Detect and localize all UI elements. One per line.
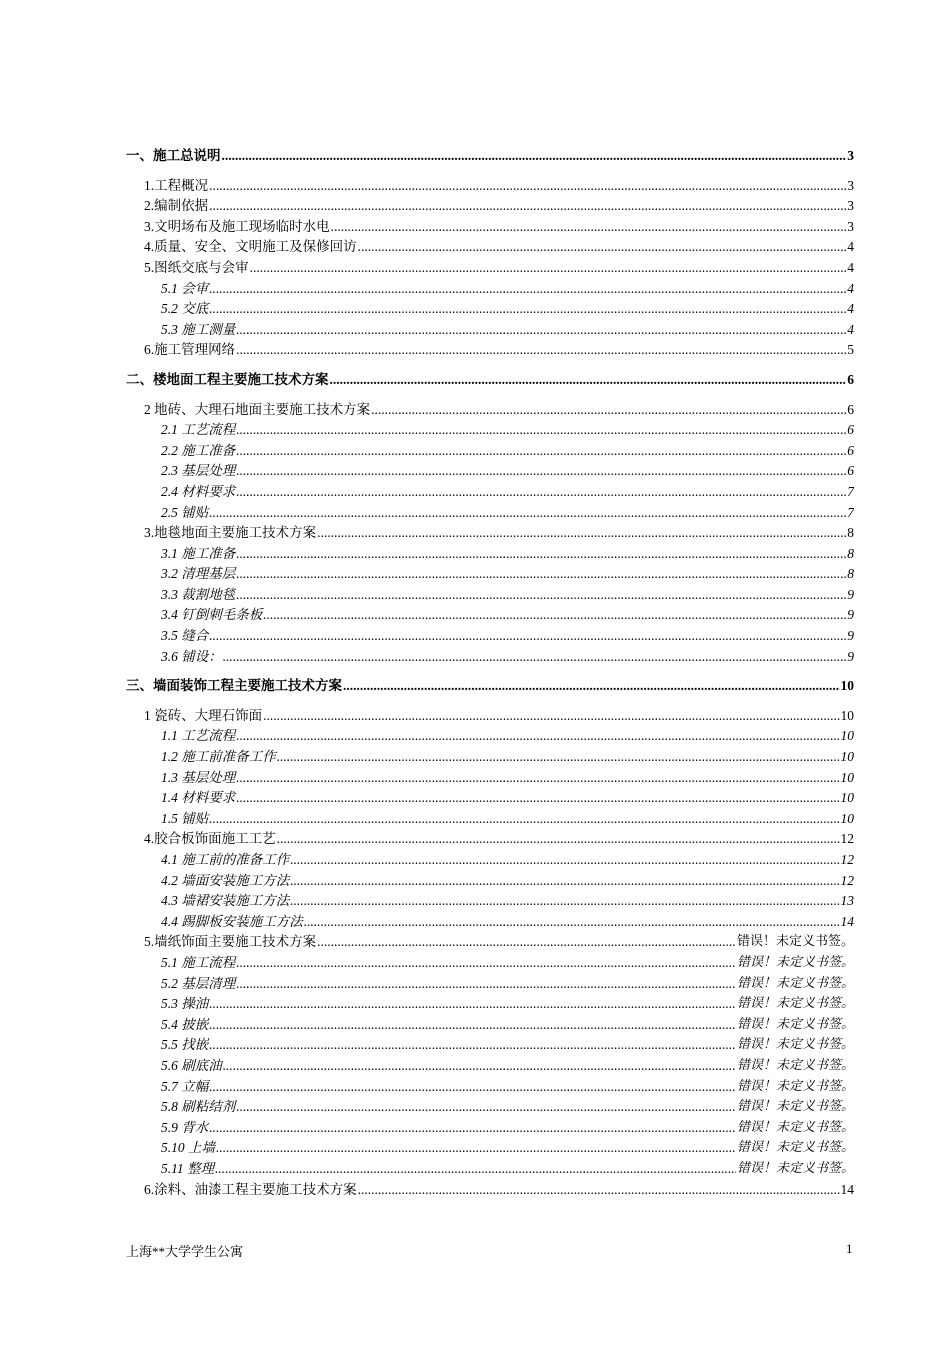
toc-entry-page: 14: [840, 913, 854, 929]
toc-leader-dots: [236, 974, 736, 995]
toc-leader-dots: [290, 850, 839, 871]
toc-entry[interactable]: [126, 626, 854, 647]
toc-entry[interactable]: [126, 974, 854, 995]
toc-leader-dots: [236, 461, 846, 482]
toc-entry[interactable]: [126, 1056, 854, 1077]
toc-entry-label: 5.3 施工测量: [161, 321, 236, 337]
toc-entry-label: 3.2 清理基层: [161, 566, 236, 582]
toc-leader-dots: [236, 320, 846, 341]
toc-entry[interactable]: [126, 912, 854, 933]
toc-entry-label: 3.6 铺设：: [161, 648, 222, 664]
toc-entry-label: 1.5 铺贴: [161, 810, 209, 826]
toc-entry[interactable]: [126, 1097, 854, 1118]
toc-leader-dots: [263, 706, 839, 727]
toc-entry-label: 2.编制依据: [144, 198, 209, 214]
toc-entry-page: 6: [847, 401, 854, 417]
toc-entry[interactable]: [126, 585, 854, 606]
toc-entry[interactable]: [126, 829, 854, 850]
toc-leader-dots: [209, 1035, 736, 1056]
toc-entry[interactable]: [126, 891, 854, 912]
toc-entry-label: 5.1 施工流程: [161, 954, 236, 970]
toc-entry-label: 2.5 铺贴: [161, 504, 209, 520]
toc-leader-dots: [331, 217, 847, 238]
toc-entry-label: 4.胶合板饰面施工工艺: [144, 831, 276, 847]
toc-entry-page: 9: [847, 607, 854, 623]
toc-leader-dots: [236, 441, 846, 462]
toc-leader-dots: [209, 196, 846, 217]
toc-leader-dots: [371, 400, 846, 421]
toc-entry-page: 7: [847, 483, 854, 499]
toc-entry-label: 1.3 基层处理: [161, 769, 236, 785]
toc-entry-label: 1.工程概况: [144, 177, 209, 193]
toc-leader-dots: [358, 237, 847, 258]
toc-entry[interactable]: [126, 564, 854, 585]
toc-entry-label: 3.5 缝合: [161, 628, 209, 644]
toc-entry-page: 错误！未定义书签。: [736, 1119, 854, 1135]
toc-leader-dots: [236, 544, 846, 565]
toc-entry-label: 2.1 工艺流程: [161, 422, 236, 438]
toc-entry-label: 三、墙面装饰工程主要施工技术方案: [126, 678, 342, 694]
toc-leader-dots: [209, 279, 846, 300]
toc-entry-label: 4.3 墙裙安装施工方法: [161, 893, 290, 909]
toc-entry[interactable]: [126, 420, 854, 441]
toc-entry-page: 4: [847, 259, 854, 275]
toc-leader-dots: [209, 503, 846, 524]
toc-entry-label: 4.质量、安全、文明施工及保修回访: [144, 239, 357, 255]
toc-entry-page: 9: [847, 648, 854, 664]
toc-entry-label: 5.9 背水: [161, 1119, 209, 1135]
toc-entry-page: 10: [840, 707, 854, 723]
toc-entry-label: 5.5 找嵌: [161, 1037, 209, 1053]
toc-entry-label: 5.2 交底: [161, 301, 209, 317]
toc-entry-label: 6.涂料、油漆工程主要施工技术方案: [144, 1181, 357, 1197]
toc-entry-label: 2 地砖、大理石地面主要施工技术方案: [144, 401, 371, 417]
toc-leader-dots: [343, 676, 840, 697]
footer-title: 上海**大学学生公寓: [126, 1244, 244, 1259]
toc-entry-page: 8: [847, 545, 854, 561]
toc-leader-dots: [236, 340, 846, 361]
toc-leader-dots: [236, 768, 839, 789]
toc-entry[interactable]: [126, 441, 854, 462]
toc-entry-page: 错误！未定义书签。: [736, 1099, 854, 1115]
toc-entry-label: 4.2 墙面安装施工方法: [161, 872, 290, 888]
toc-entry[interactable]: [126, 1159, 854, 1180]
toc-entry-page: 错误！未定义书签。: [736, 996, 854, 1012]
toc-entry-page: 3: [847, 198, 854, 214]
toc-leader-dots: [290, 871, 839, 892]
toc-entry[interactable]: [126, 299, 854, 320]
toc-entry-label: 5.6 刷底油: [161, 1057, 222, 1073]
toc-entry[interactable]: [126, 768, 854, 789]
toc-entry-label: 3.4 钉倒刺毛条板: [161, 607, 263, 623]
toc-leader-dots: [304, 912, 840, 933]
toc-entry-label: 3.文明场布及施工现场临时水电: [144, 218, 330, 234]
toc-leader-dots: [236, 726, 839, 747]
toc-leader-dots: [216, 1138, 736, 1159]
toc-entry-page: 10: [840, 749, 854, 765]
toc-entry-page: 8: [847, 566, 854, 582]
toc-entry-label: 5.11 整理: [161, 1160, 214, 1176]
toc-leader-dots: [222, 146, 847, 167]
toc-entry-label: 3.地毯地面主要施工技术方案: [144, 525, 317, 541]
toc-entry-page: 6: [847, 442, 854, 458]
toc-entry-label: 4.1 施工前的准备工作: [161, 852, 290, 867]
toc-entry-page: 错误！未定义书签。: [736, 1160, 854, 1176]
toc-leader-dots: [317, 523, 846, 544]
toc-entry-label: 5.1 会审: [161, 280, 209, 296]
toc-entry-page: 3: [847, 177, 854, 193]
toc-entry-label: 2.4 材料要求: [161, 483, 236, 499]
toc-entry-label: 5.10 上墙: [161, 1140, 215, 1156]
toc-entry[interactable]: [126, 370, 854, 391]
toc-entry[interactable]: [126, 503, 854, 524]
table-of-contents: [126, 137, 854, 1200]
toc-entry[interactable]: [126, 217, 854, 238]
toc-entry[interactable]: [126, 605, 854, 626]
toc-entry-page: 3: [847, 148, 854, 163]
toc-leader-dots: [215, 1159, 736, 1180]
toc-entry-page: 12: [840, 872, 854, 888]
toc-entry-page: 错误！未定义书签。: [736, 1016, 854, 1032]
toc-entry-page: 3: [847, 218, 854, 234]
toc-entry[interactable]: [126, 1118, 854, 1139]
toc-entry[interactable]: [126, 706, 854, 727]
toc-leader-dots: [209, 1015, 736, 1036]
toc-entry[interactable]: [126, 1180, 854, 1201]
toc-leader-dots: [236, 482, 846, 503]
toc-entry[interactable]: [126, 809, 854, 830]
toc-entry-page: 错误！未定义书签。: [736, 1057, 854, 1073]
toc-leader-dots: [209, 994, 736, 1015]
toc-entry-label: 2.2 施工准备: [161, 442, 236, 458]
toc-leader-dots: [209, 176, 846, 197]
toc-entry[interactable]: [126, 482, 854, 503]
toc-entry[interactable]: [126, 523, 854, 544]
toc-leader-dots: [236, 585, 846, 606]
toc-entry-label: 5.3 操油: [161, 996, 209, 1012]
toc-entry-page: 4: [847, 239, 854, 255]
toc-entry-label: 一、施工总说明: [126, 148, 221, 163]
toc-leader-dots: [209, 626, 846, 647]
toc-leader-dots: [263, 605, 846, 626]
toc-leader-dots: [236, 1097, 736, 1118]
toc-entry-label: 1.1 工艺流程: [161, 728, 236, 744]
toc-entry-page: 7: [847, 504, 854, 520]
toc-entry-label: 1.4 材料要求: [161, 790, 236, 806]
toc-leader-dots: [330, 370, 847, 391]
toc-leader-dots: [317, 932, 736, 953]
toc-entry-label: 5.8 刷粘结剂: [161, 1099, 236, 1115]
toc-leader-dots: [223, 647, 847, 668]
toc-leader-dots: [236, 788, 839, 809]
toc-leader-dots: [277, 747, 840, 768]
toc-entry[interactable]: [126, 146, 854, 167]
toc-entry[interactable]: [126, 747, 854, 768]
toc-entry-page: 10: [840, 728, 854, 744]
toc-leader-dots: [209, 1077, 736, 1098]
toc-entry-label: 5.2 基层清理: [161, 975, 236, 991]
toc-entry-label: 3.1 施工准备: [161, 545, 236, 561]
toc-entry[interactable]: [126, 788, 854, 809]
toc-entry[interactable]: [126, 279, 854, 300]
toc-entry-page: 8: [847, 525, 854, 541]
toc-entry-label: 5.墙纸饰面主要施工技术方案: [144, 934, 317, 950]
footer-page-number: 1: [846, 1241, 853, 1256]
toc-entry-page: 10: [840, 678, 854, 694]
toc-entry-label: 1.2 施工前准备工作: [161, 749, 276, 765]
toc-entry-page: 错误！未定义书签。: [736, 934, 854, 950]
toc-entry-page: 13: [840, 893, 854, 909]
toc-entry-page: 6: [847, 463, 854, 479]
toc-leader-dots: [209, 1118, 736, 1139]
toc-leader-dots: [209, 809, 839, 830]
toc-entry[interactable]: [126, 320, 854, 341]
toc-leader-dots: [223, 1056, 736, 1077]
toc-entry[interactable]: [126, 994, 854, 1015]
toc-entry-label: 4.4 踢脚板安装施工方法: [161, 913, 303, 929]
toc-entry[interactable]: [126, 1077, 854, 1098]
toc-leader-dots: [209, 299, 846, 320]
toc-entry-page: 6: [847, 371, 854, 387]
toc-leader-dots: [290, 891, 839, 912]
toc-leader-dots: [250, 258, 847, 279]
toc-entry-page: 12: [840, 852, 854, 867]
toc-entry-page: 12: [840, 831, 854, 847]
toc-entry[interactable]: [126, 237, 854, 258]
toc-leader-dots: [236, 564, 846, 585]
toc-entry[interactable]: [126, 953, 854, 974]
toc-entry-label: 6.施工管理网络: [144, 342, 236, 358]
toc-entry[interactable]: [126, 176, 854, 197]
toc-entry-page: 9: [847, 586, 854, 602]
toc-entry-label: 5.7 立幅: [161, 1078, 209, 1094]
toc-entry[interactable]: [126, 461, 854, 482]
toc-entry-page: 10: [840, 769, 854, 785]
toc-entry-page: 错误！未定义书签。: [736, 1078, 854, 1094]
toc-entry[interactable]: [126, 196, 854, 217]
toc-entry[interactable]: [126, 647, 854, 668]
toc-entry-label: 1 瓷砖、大理石饰面: [144, 707, 263, 723]
toc-entry[interactable]: [126, 340, 854, 361]
toc-entry[interactable]: [126, 544, 854, 565]
toc-entry[interactable]: [126, 871, 854, 892]
toc-entry[interactable]: [126, 258, 854, 279]
toc-entry[interactable]: [126, 850, 854, 871]
toc-entry[interactable]: [126, 400, 854, 421]
toc-leader-dots: [277, 829, 840, 850]
toc-entry-label: 5.4 披嵌: [161, 1016, 209, 1032]
toc-entry-page: 错误！未定义书签。: [736, 975, 854, 991]
toc-entry[interactable]: [126, 1015, 854, 1036]
toc-entry-page: 9: [847, 628, 854, 644]
toc-entry[interactable]: [126, 676, 854, 697]
toc-entry-label: 二、楼地面工程主要施工技术方案: [126, 371, 329, 387]
toc-leader-dots: [236, 420, 846, 441]
toc-entry-page: 5: [847, 342, 854, 358]
toc-entry-page: 10: [840, 810, 854, 826]
toc-entry[interactable]: [126, 932, 854, 953]
toc-entry[interactable]: [126, 1138, 854, 1159]
toc-entry-page: 4: [847, 321, 854, 337]
toc-entry[interactable]: [126, 1035, 854, 1056]
toc-entry-label: 2.3 基层处理: [161, 463, 236, 479]
toc-entry-page: 4: [847, 280, 854, 296]
toc-entry-page: 错误！未定义书签。: [736, 954, 854, 970]
toc-entry-page: 10: [840, 790, 854, 806]
toc-entry-page: 4: [847, 301, 854, 317]
toc-entry-page: 错误！未定义书签。: [736, 1140, 854, 1156]
toc-leader-dots: [236, 953, 736, 974]
toc-entry[interactable]: [126, 726, 854, 747]
toc-entry-page: 6: [847, 422, 854, 438]
toc-entry-label: 3.3 裁割地毯: [161, 586, 236, 602]
toc-leader-dots: [358, 1180, 840, 1201]
toc-entry-label: 5.图纸交底与会审: [144, 259, 249, 275]
toc-entry-page: 14: [840, 1181, 854, 1197]
toc-entry-page: 错误！未定义书签。: [736, 1037, 854, 1053]
